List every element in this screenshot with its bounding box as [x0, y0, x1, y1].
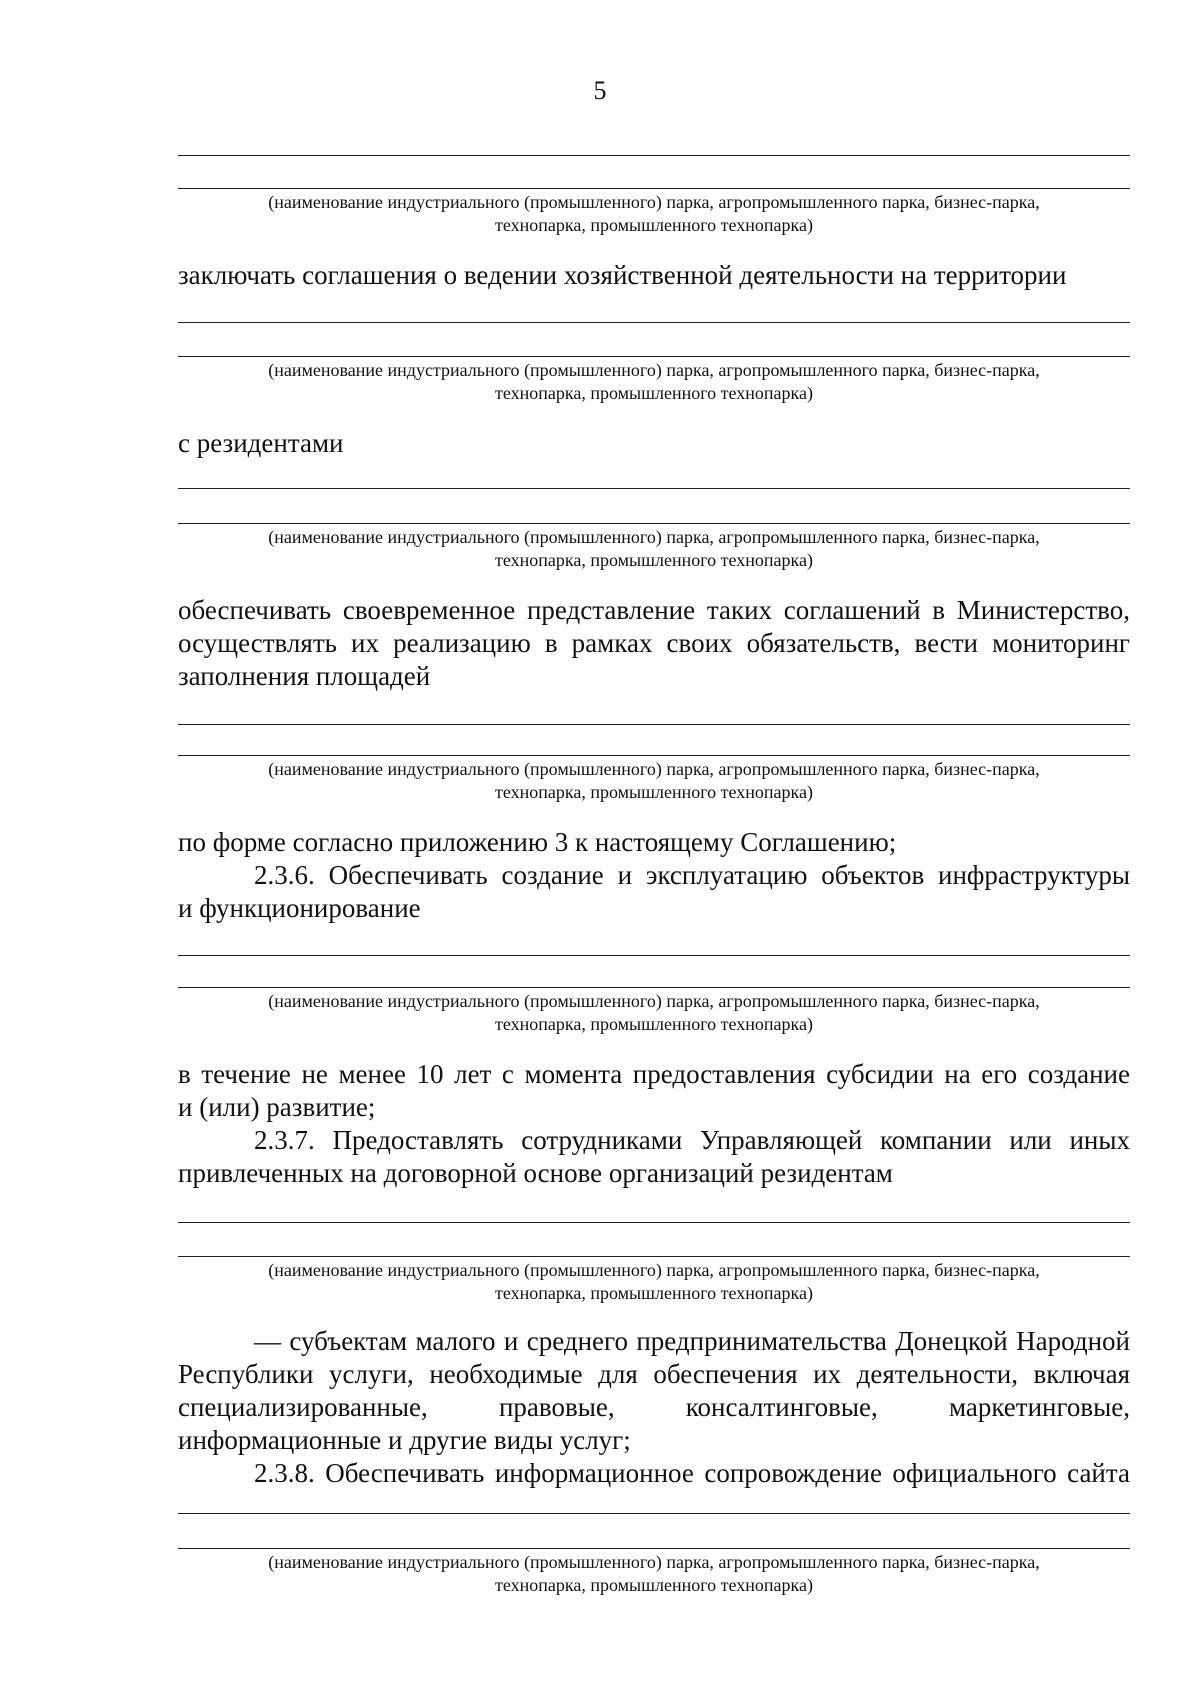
caption-line-2: технопарка, промышленного технопарка)	[495, 1014, 813, 1034]
text-line: осуществлять их реализацию в рамках своих обязательств, вести мониторинг	[178, 628, 1130, 658]
caption-line-2: технопарка, промышленного технопарка)	[495, 1575, 813, 1595]
caption-line-1: (наименование индустриального (промышленного) парка, агропромышленного парка, бизнес-парка,	[268, 192, 1040, 212]
caption-line-1: (наименование индустриального (промышленного) парка, агропромышленного парка, бизнес-парка,	[268, 1552, 1040, 1572]
field-caption	[178, 359, 1130, 405]
caption-line-1: (наименование индустриального (промышленного) парка, агропромышленного парка, бизнес-парка,	[268, 527, 1040, 547]
paragraph	[178, 1058, 1130, 1190]
text-line: заключать соглашения о ведении хозяйственной деятельности на территории	[178, 260, 1067, 290]
text-line: 2.3.7. Предоставлять сотрудниками Управляющей компании или иных	[254, 1125, 1130, 1155]
caption-line-1: (наименование индустриального (промышленного) парка, агропромышленного парка, бизнес-парка,	[268, 1260, 1040, 1280]
field-caption	[178, 1259, 1130, 1305]
blank-line	[178, 1513, 1130, 1514]
caption-line-1: (наименование индустриального (промышленного) парка, агропромышленного парка, бизнес-парка,	[268, 991, 1040, 1011]
field-caption	[178, 758, 1130, 804]
text-line: и функционирование	[178, 893, 421, 923]
caption-line-2: технопарка, промышленного технопарка)	[495, 215, 813, 235]
page-number: 5	[593, 76, 607, 105]
text-line: по форме согласно приложению 3 к настоящему Соглашению;	[178, 827, 897, 857]
paragraph	[178, 427, 1130, 460]
blank-line	[178, 1256, 1130, 1257]
text-line: — субъектам малого и среднего предпринимательства Донецкой Народной	[254, 1326, 1130, 1356]
paragraph	[178, 594, 1130, 693]
text-line: и (или) развитие;	[178, 1092, 376, 1122]
field-caption	[178, 526, 1130, 572]
text-line: 2.3.8. Обеспечивать информационное сопровождение официального сайта	[254, 1458, 1130, 1488]
field-caption	[178, 1551, 1130, 1597]
caption-line-2: технопарка, промышленного технопарка)	[495, 383, 813, 403]
text-line: обеспечивать своевременное представление таких соглашений в Министерство,	[178, 595, 1130, 625]
blank-line	[178, 724, 1130, 725]
blank-line	[178, 755, 1130, 756]
text-line: привлеченных на договорной основе организаций резидентам	[178, 1158, 893, 1188]
paragraph	[178, 259, 1130, 292]
blank-line	[178, 955, 1130, 956]
caption-line-2: технопарка, промышленного технопарка)	[495, 550, 813, 570]
caption-line-1: (наименование индустриального (промышленного) парка, агропромышленного парка, бизнес-парка,	[268, 759, 1040, 779]
blank-line	[178, 188, 1130, 189]
blank-line	[178, 356, 1130, 357]
text-line: с резидентами	[178, 428, 344, 458]
blank-line	[178, 488, 1130, 489]
text-line: 2.3.6. Обеспечивать создание и эксплуатацию объектов инфраструктуры	[254, 860, 1130, 890]
caption-line-2: технопарка, промышленного технопарка)	[495, 1283, 813, 1303]
blank-line	[178, 523, 1130, 524]
blank-line	[178, 1222, 1130, 1223]
text-line: заполнения площадей	[178, 661, 431, 691]
blank-line	[178, 987, 1130, 988]
blank-line	[178, 155, 1130, 156]
caption-line-1: (наименование индустриального (промышленного) парка, агропромышленного парка, бизнес-парка,	[268, 360, 1040, 380]
text-line: в течение не менее 10 лет с момента предоставления субсидии на его создание	[178, 1059, 1130, 1089]
blank-line	[178, 322, 1130, 323]
text-line: информационные и другие виды услуг;	[178, 1425, 631, 1455]
text-line: Республики услуги, необходимые для обеспечения их деятельности, включая	[178, 1359, 1130, 1389]
field-caption	[178, 990, 1130, 1036]
text-line: специализированные, правовые, консалтинговые, маркетинговые,	[178, 1392, 1130, 1422]
paragraph	[178, 826, 1130, 925]
field-caption	[178, 191, 1130, 237]
blank-line	[178, 1548, 1130, 1549]
paragraph	[178, 1325, 1130, 1490]
caption-line-2: технопарка, промышленного технопарка)	[495, 782, 813, 802]
